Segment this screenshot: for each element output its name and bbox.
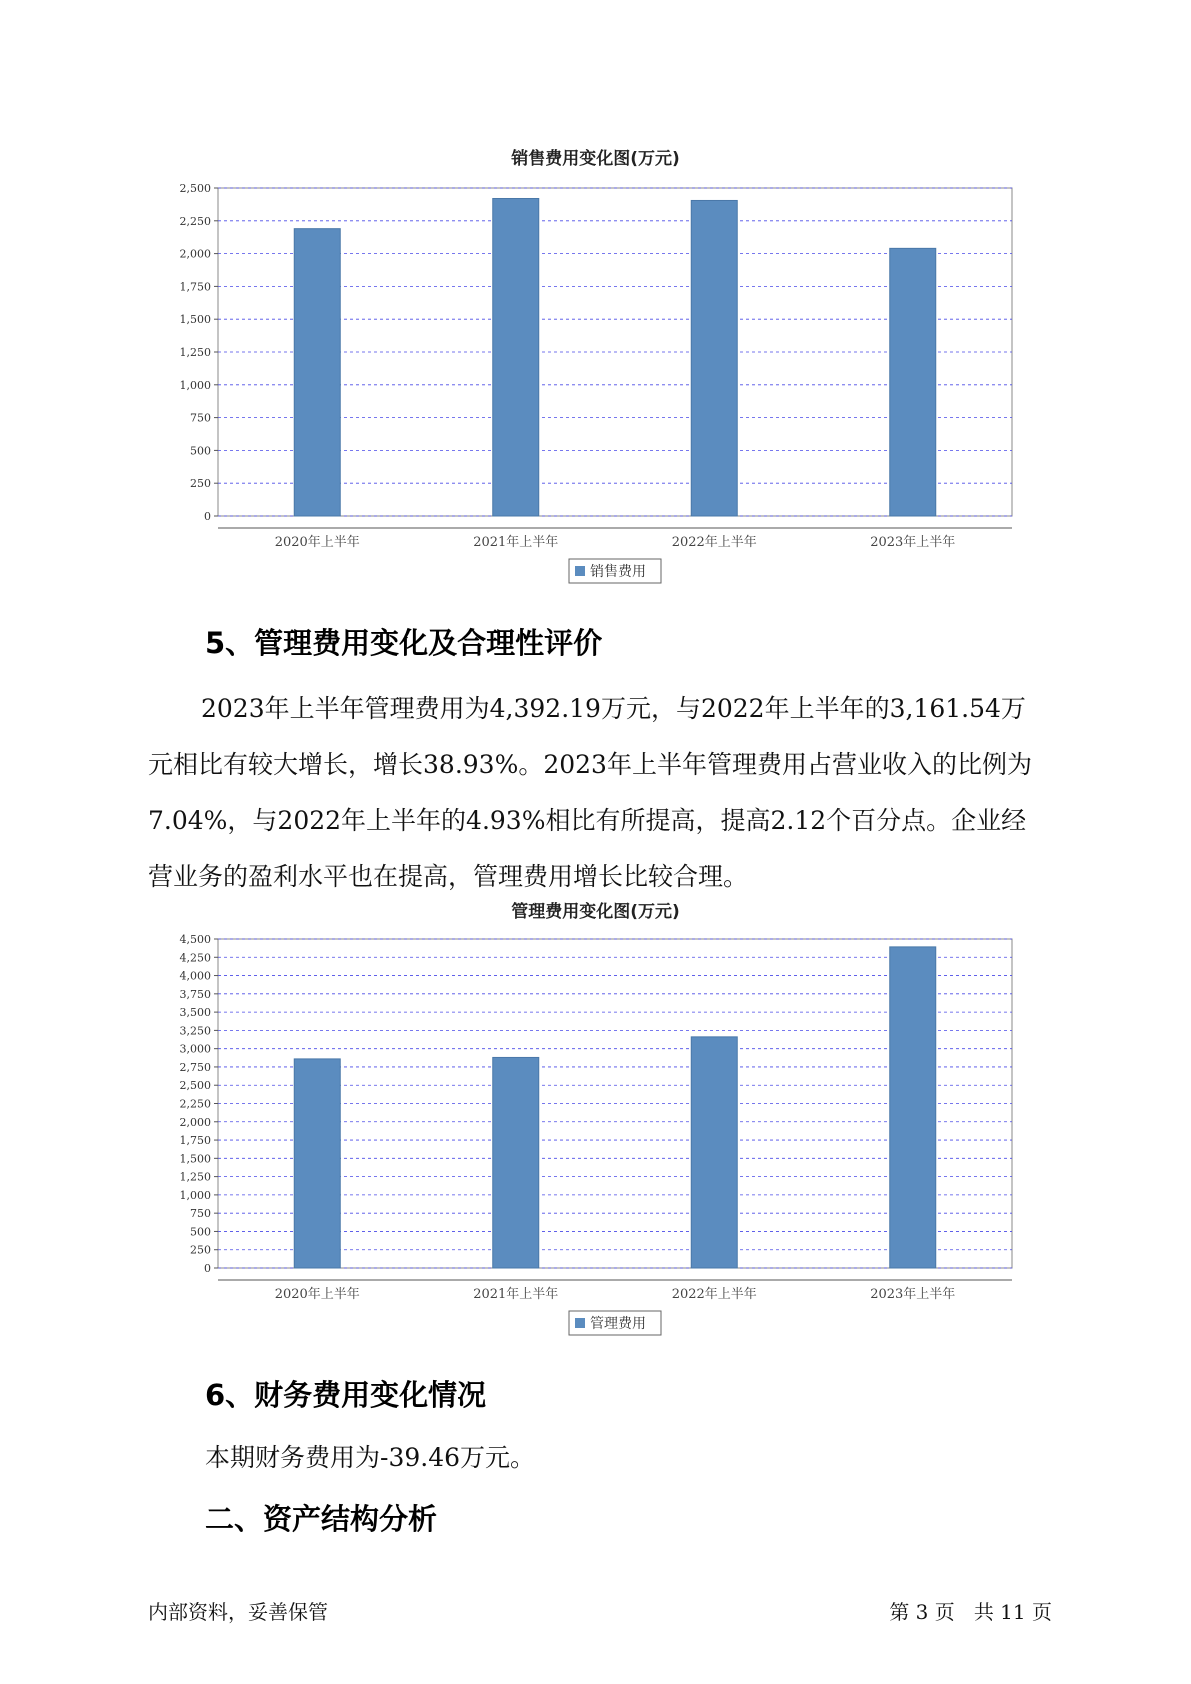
x-tick-label: 2021年上半年 xyxy=(473,535,559,550)
admin-chart-title: 管理费用变化图(万元) xyxy=(511,902,680,922)
legend-swatch xyxy=(575,566,585,576)
sales-chart-title: 销售费用变化图(万元) xyxy=(511,149,680,169)
x-tick-label: 2022年上半年 xyxy=(671,1287,757,1302)
y-tick-label: 2,500 xyxy=(179,1079,211,1093)
section5-paragraph: 2023年上半年管理费用为4,392.19万元，与2022年上半年的3,161.54万元相比有较大增长，增长38.93%。2023年上半年管理费用占营业收入的比例为7.04%，与2022年上半年的4.93%相比有所提高，提高2.12个百分点。企业经营业务的盈利水平也在提高，管理费用增长比较合理。 xyxy=(148,694,1032,891)
x-tick-label: 2021年上半年 xyxy=(473,1287,559,1302)
y-tick-label: 250 xyxy=(190,477,211,491)
sales-expense-chart xyxy=(0,160,1191,600)
bar xyxy=(691,1037,737,1268)
x-tick-label: 2020年上半年 xyxy=(274,1287,360,1302)
x-tick-label: 2022年上半年 xyxy=(671,535,757,550)
y-tick-label: 4,250 xyxy=(179,951,211,965)
y-tick-label: 3,000 xyxy=(179,1042,211,1056)
y-tick-label: 0 xyxy=(204,510,211,523)
section-ii-heading: 二、资产结构分析 xyxy=(205,1502,438,1536)
y-tick-label: 2,000 xyxy=(179,1115,211,1129)
bar xyxy=(493,198,539,516)
section5-heading: 5、管理费用变化及合理性评价 xyxy=(205,626,603,660)
y-tick-label: 1,500 xyxy=(179,313,211,327)
y-tick-label: 2,250 xyxy=(179,214,211,228)
y-tick-label: 750 xyxy=(190,1207,211,1221)
y-tick-label: 0 xyxy=(204,1262,211,1275)
y-tick-label: 2,000 xyxy=(179,247,211,261)
y-tick-label: 3,250 xyxy=(179,1024,211,1038)
x-tick-label: 2023年上半年 xyxy=(870,535,956,550)
section6-paragraph: 本期财务费用为-39.46万元。 xyxy=(205,1443,536,1472)
y-tick-label: 1,750 xyxy=(179,280,211,294)
footer-page-number: 第 3 页 共 11 页 xyxy=(889,1600,1052,1624)
y-tick-label: 1,000 xyxy=(179,1188,211,1202)
y-tick-label: 2,500 xyxy=(179,182,211,195)
x-tick-label: 2023年上半年 xyxy=(870,1287,956,1302)
y-tick-label: 1,250 xyxy=(179,346,211,359)
y-tick-label: 250 xyxy=(190,1243,211,1257)
bar xyxy=(294,1059,340,1268)
y-tick-label: 1,500 xyxy=(179,1152,211,1166)
legend-label: 管理费用 xyxy=(590,1316,646,1332)
bar xyxy=(294,229,340,516)
bar xyxy=(890,947,936,1268)
bar xyxy=(691,200,737,516)
y-tick-label: 500 xyxy=(190,444,211,458)
y-tick-label: 500 xyxy=(190,1225,211,1239)
legend-swatch xyxy=(575,1318,585,1328)
y-tick-label: 2,750 xyxy=(179,1060,211,1074)
admin-expense-chart xyxy=(0,912,1191,1352)
y-tick-label: 4,000 xyxy=(179,969,211,983)
y-tick-label: 3,750 xyxy=(179,987,211,1001)
bar xyxy=(890,248,936,516)
y-tick-label: 4,500 xyxy=(179,933,211,946)
y-tick-label: 750 xyxy=(190,411,211,425)
y-tick-label: 2,250 xyxy=(179,1097,211,1111)
y-tick-label: 1,250 xyxy=(179,1170,211,1184)
y-tick-label: 3,500 xyxy=(179,1006,211,1020)
y-tick-label: 1,000 xyxy=(179,378,211,392)
section6-heading: 6、财务费用变化情况 xyxy=(205,1378,487,1412)
footer-confidential: 内部资料，妥善保管 xyxy=(148,1600,328,1624)
y-tick-label: 1,750 xyxy=(179,1134,211,1148)
bar xyxy=(493,1057,539,1268)
x-tick-label: 2020年上半年 xyxy=(274,535,360,550)
legend-label: 销售费用 xyxy=(590,564,646,580)
